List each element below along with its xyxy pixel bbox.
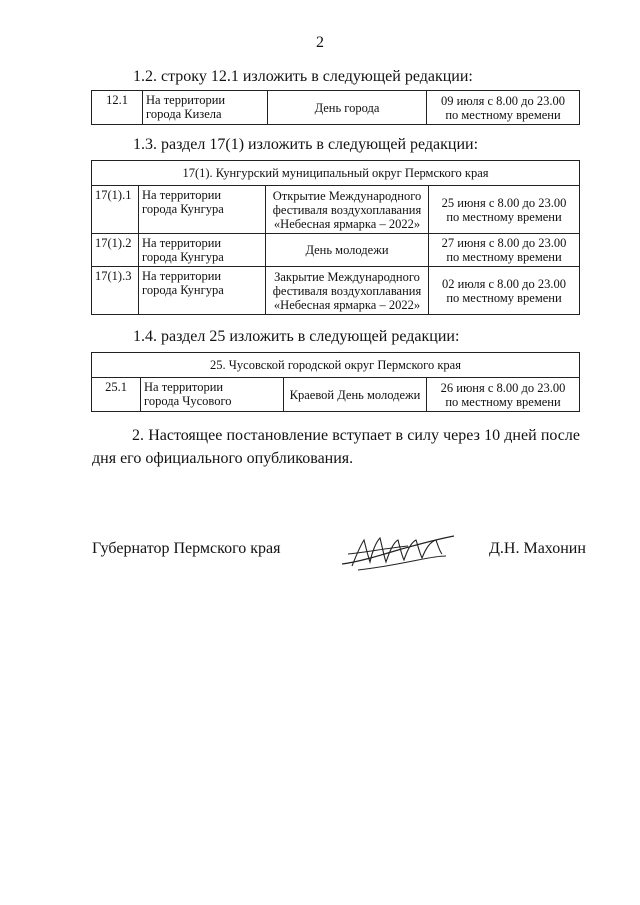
section-header: 17(1). Кунгурский муниципальный округ Пермского края (92, 161, 580, 186)
row-event: Открытие Международного фестиваля воздухоплавания «Небесная ярмарка – 2022» (266, 186, 429, 234)
page-number: 2 (316, 34, 324, 51)
signatory-title: Губернатор Пермского края (92, 540, 281, 557)
table-row (92, 234, 580, 267)
section-header: 25. Чусовской городской округ Пермского края (92, 353, 580, 378)
row-time: 09 июля с 8.00 до 23.00 по местному времени (427, 91, 580, 125)
row-time: 02 июля с 8.00 до 23.00 по местному времени (429, 267, 580, 315)
table-row (92, 186, 580, 234)
row-place: На территории города Чусового (141, 378, 284, 412)
item-1-3-text: 1.3. раздел 17(1) изложить в следующей редакции: (133, 136, 479, 153)
row-number: 17(1).1 (92, 186, 139, 234)
item-1-2-text: 1.2. строку 12.1 изложить в следующей редакции: (133, 68, 473, 85)
item-2-text (92, 424, 580, 470)
row-place: На территории города Кунгура (139, 267, 266, 315)
row-event: День молодежи (266, 234, 429, 267)
table-row (92, 267, 580, 315)
row-time: 27 июня с 8.00 до 23.00 по местному времени (429, 234, 580, 267)
item-2-line-1: 2. Настоящее постановление вступает в силу через 10 дней после (132, 427, 580, 444)
signatory-name: Д.Н. Махонин (489, 540, 586, 557)
row-time: 25 июня с 8.00 до 23.00 по местному времени (429, 186, 580, 234)
table-row-12-1 (91, 90, 580, 125)
row-number: 17(1).2 (92, 234, 139, 267)
row-place: На территории города Кунгура (139, 234, 266, 267)
row-number: 25.1 (92, 378, 141, 412)
row-number: 12.1 (92, 91, 143, 125)
table-section-25 (91, 352, 580, 412)
row-event: Краевой День молодежи (284, 378, 427, 412)
row-event: Закрытие Международного фестиваля воздухоплавания «Небесная ярмарка – 2022» (266, 267, 429, 315)
item-2-line-2: дня его официального опубликования. (92, 450, 354, 467)
item-1-4-text: 1.4. раздел 25 изложить в следующей редакции: (133, 328, 460, 345)
handwritten-signature (338, 526, 458, 576)
table-section-17-1 (91, 160, 580, 315)
row-place: На территории города Кунгура (139, 186, 266, 234)
row-place: На территории города Кизела (143, 91, 268, 125)
row-event: День города (268, 91, 427, 125)
row-time: 26 июня с 8.00 до 23.00 по местному времени (427, 378, 580, 412)
row-number: 17(1).3 (92, 267, 139, 315)
